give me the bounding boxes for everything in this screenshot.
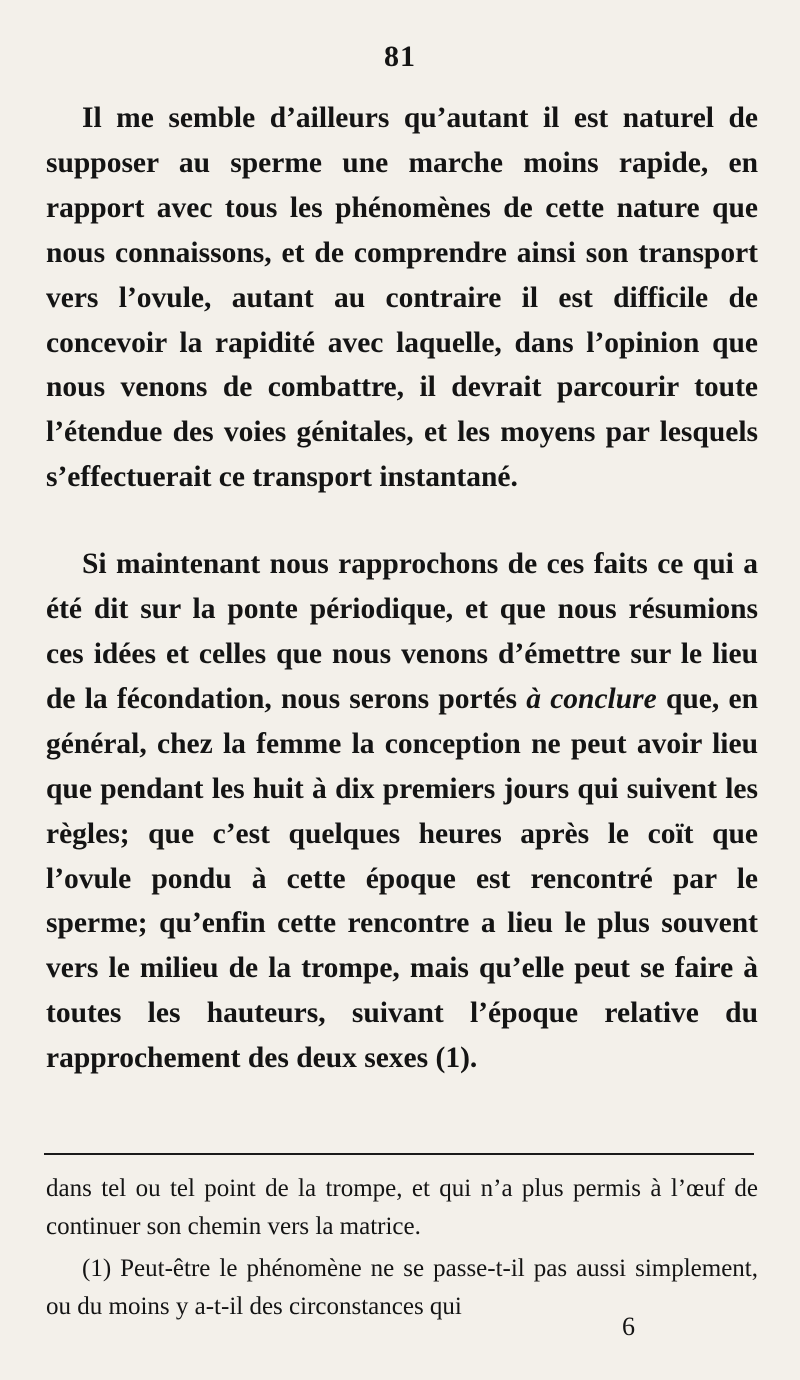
paragraph-2 (46, 542, 758, 1081)
continued-note: dans tel ou tel point de la trompe, et qui n’a plus permis à l’œuf de continuer son chemin vers la matrice. (46, 1175, 758, 1240)
main-text (46, 96, 758, 1081)
page-number: 81 (384, 40, 416, 73)
signature-mark: 6 (622, 1312, 635, 1341)
footnote-1: (1) Peut-être le phénomène ne se passe-t-il pas aussi simplement, ou du moins y a-t-il des circonstances qui (46, 1255, 758, 1320)
paragraph-2-end: que, en général, chez la femme la conception ne peut avoir lieu que pendant les huit à dix premiers jours qui suivent les règles; que c’est quelques heures après le coït que l’ovule pondu à cette époque est rencontré par le sperme; qu’enfin cette rencontre a lieu le plus souvent vers le milieu de la trompe, mais qu’elle peut se faire à toutes les hauteurs, suivant l’époque relative du rapprochement des deux sexes (1). (46, 682, 758, 1075)
paragraph-1: Il me semble d’ailleurs qu’autant il est naturel de supposer au sperme une marche moins rapide, en rapport avec tous les phénomènes de cette nature que nous connaissons, et de comprendre ainsi son transport vers l’ovule, autant au contraire il est difficile de concevoir la rapidité avec laquelle, dans l’opinion que nous venons de combattre, il devrait parcourir toute l’étendue des voies génitales, et les moyens par lesquels s’effectuerait ce transport instantané. (46, 102, 758, 494)
footnotes (46, 1170, 758, 1326)
paragraph-2-emphasis: à conclure (526, 682, 657, 715)
paragraph-2-start: Si maintenant nous rapprochons de ces faits ce qui a été dit sur la ponte périodique, et que nous résumions ces idées et celles que nous venons d’émettre sur le lieu de la fécondation, nous serons portés (46, 548, 758, 715)
footnote-separator (44, 1153, 754, 1155)
